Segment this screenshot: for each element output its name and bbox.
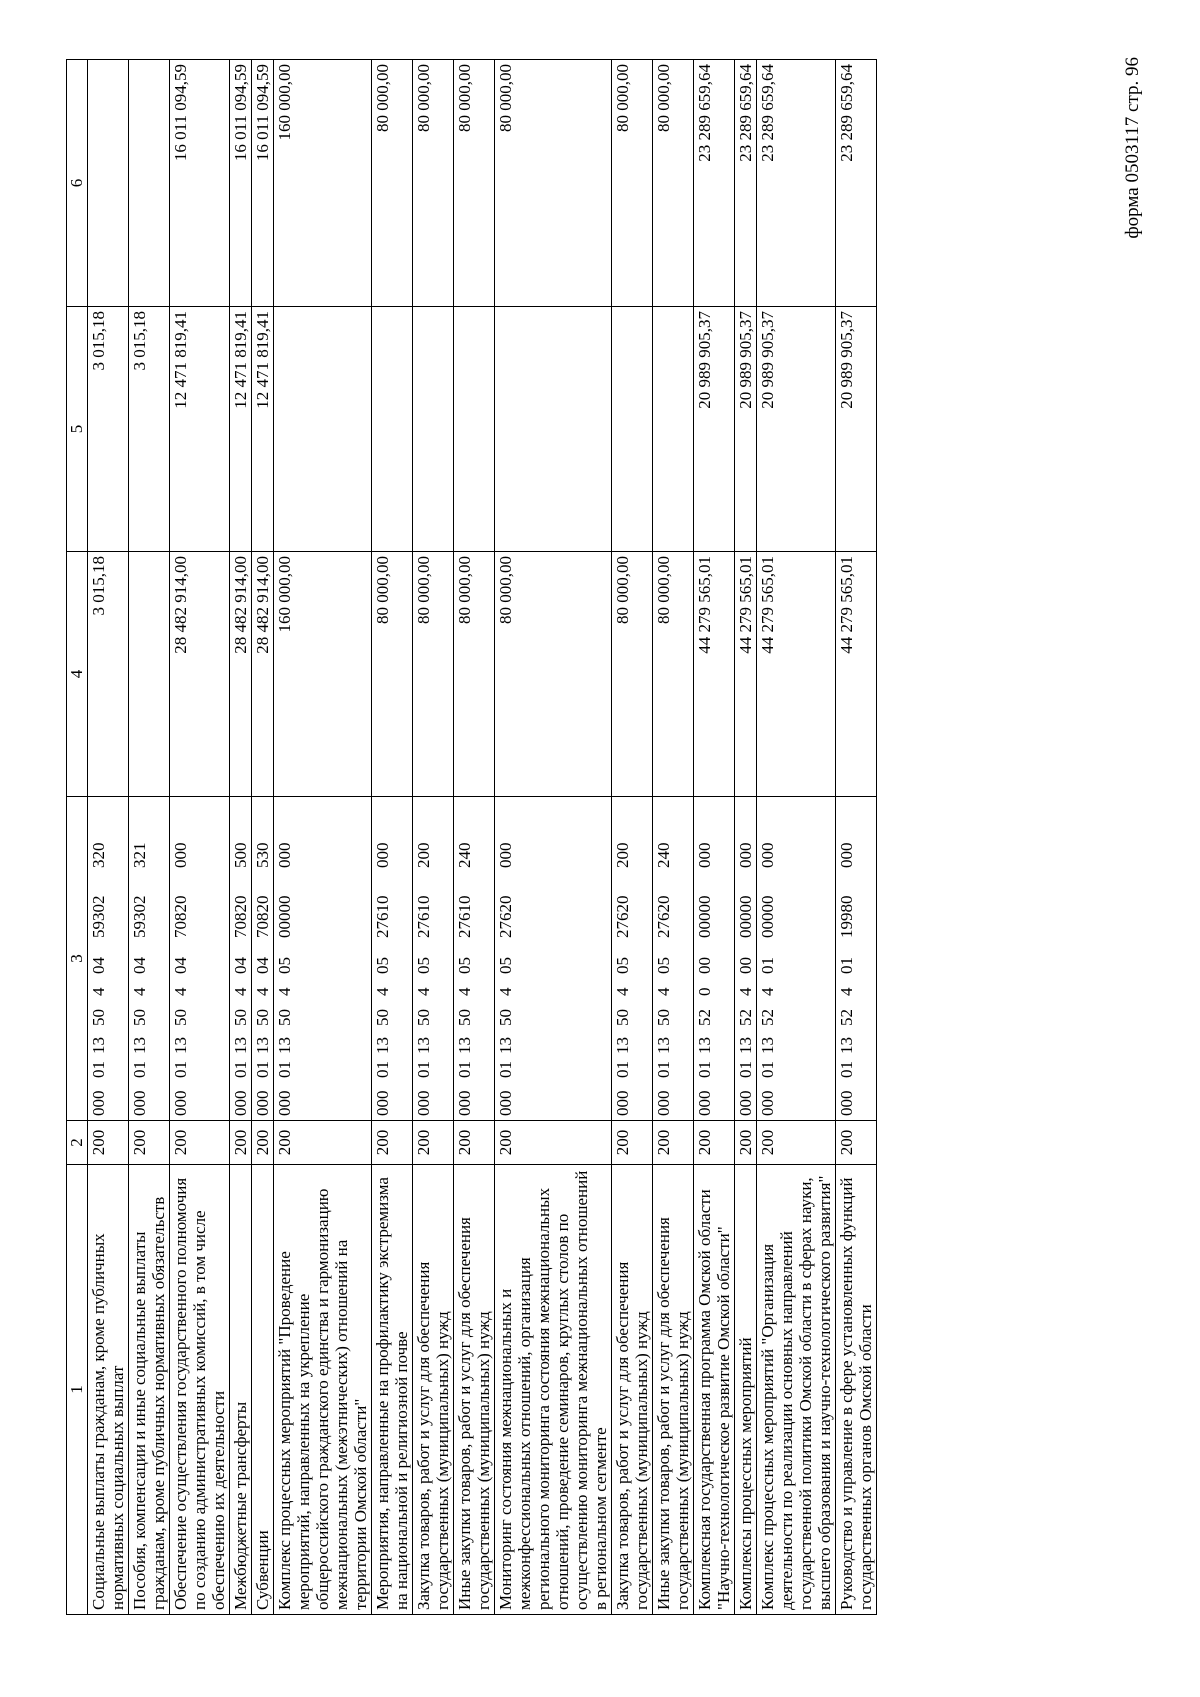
column-header-1: 1 (67, 1165, 88, 1615)
code-segment-sub: 04 (89, 957, 108, 974)
code-segment-admin: 000 (695, 1090, 714, 1116)
code-segment-program: 50 (613, 1009, 632, 1026)
code-segment-direction: 59302 (130, 895, 149, 938)
approved-amount-cell (129, 552, 170, 797)
budget-classification-code-cell (413, 797, 454, 1121)
code-segment-direction: 27610 (414, 895, 433, 938)
code-segment-subsection: 13 (613, 1037, 632, 1054)
code-segment-sub: 00 (695, 957, 714, 974)
code-segment-direction: 00000 (695, 895, 714, 938)
code-segment-type: 4 (231, 987, 250, 996)
line-code-cell: 200 (454, 1121, 495, 1165)
table-row (252, 60, 274, 1615)
code-segment-sub: 04 (171, 957, 190, 974)
line-code-cell: 200 (694, 1121, 735, 1165)
line-code-cell: 200 (612, 1121, 653, 1165)
classification-code (130, 801, 149, 1116)
line-code-cell: 200 (88, 1121, 129, 1165)
code-segment-expense-type: 000 (171, 842, 190, 868)
budget-classification-code-cell (612, 797, 653, 1121)
code-segment-program: 52 (837, 1009, 856, 1026)
line-code-cell: 200 (836, 1121, 877, 1165)
code-segment-expense-type: 000 (275, 842, 294, 868)
code-segment-type: 4 (414, 987, 433, 996)
classification-code (373, 801, 392, 1116)
code-segment-type: 4 (496, 987, 515, 996)
line-code-cell: 200 (653, 1121, 694, 1165)
column-header-3: 3 (67, 797, 88, 1121)
code-segment-admin: 000 (736, 1090, 755, 1116)
code-segment-admin: 000 (613, 1090, 632, 1116)
code-segment-type: 4 (130, 987, 149, 996)
line-code-cell: 200 (252, 1121, 274, 1165)
line-code-cell: 200 (274, 1121, 372, 1165)
approved-amount-cell: 80 000,00 (372, 552, 413, 797)
unexecuted-amount-cell: 23 289 659,64 (694, 60, 735, 307)
approved-amount-cell: 80 000,00 (612, 552, 653, 797)
classification-code (414, 801, 433, 1116)
code-segment-section: 01 (654, 1061, 673, 1078)
executed-amount-cell (653, 307, 694, 552)
table-row (735, 60, 757, 1615)
code-segment-admin: 000 (171, 1090, 190, 1116)
expense-name-cell: Социальные выплаты гражданам, кроме публичных нормативных социальных выплат (88, 1165, 129, 1615)
code-segment-section: 01 (89, 1061, 108, 1078)
approved-amount-cell: 28 482 914,00 (252, 552, 274, 797)
code-segment-subsection: 13 (758, 1037, 777, 1054)
unexecuted-amount-cell: 16 011 094,59 (170, 60, 230, 307)
code-segment-subsection: 13 (275, 1037, 294, 1054)
approved-amount-cell: 80 000,00 (495, 552, 612, 797)
code-segment-expense-type: 000 (736, 842, 755, 868)
code-segment-program: 50 (171, 1009, 190, 1026)
executed-amount-cell: 20 989 905,37 (694, 307, 735, 552)
code-segment-type: 4 (613, 987, 632, 996)
executed-amount-cell (413, 307, 454, 552)
code-segment-section: 01 (736, 1061, 755, 1078)
code-segment-expense-type: 000 (496, 842, 515, 868)
code-segment-direction: 00000 (275, 895, 294, 938)
expense-name-cell: Руководство и управление в сфере установленных функций государственных органов Омской области (836, 1165, 877, 1615)
unexecuted-amount-cell: 16 011 094,59 (252, 60, 274, 307)
code-segment-type: 4 (758, 987, 777, 996)
approved-amount-cell: 44 279 565,01 (735, 552, 757, 797)
code-segment-sub: 04 (231, 957, 250, 974)
code-segment-type: 4 (253, 987, 272, 996)
code-segment-program: 50 (275, 1009, 294, 1026)
code-segment-sub: 05 (414, 957, 433, 974)
budget-classification-code-cell (252, 797, 274, 1121)
code-segment-direction: 27610 (455, 895, 474, 938)
line-code-cell: 200 (170, 1121, 230, 1165)
code-segment-sub: 01 (758, 957, 777, 974)
code-segment-direction: 00000 (758, 895, 777, 938)
code-segment-expense-type: 500 (231, 842, 250, 868)
executed-amount-cell (274, 307, 372, 552)
code-segment-type: 4 (736, 987, 755, 996)
budget-classification-code-cell (653, 797, 694, 1121)
code-segment-program: 50 (89, 1009, 108, 1026)
budget-classification-code-cell (230, 797, 252, 1121)
code-segment-sub: 00 (736, 957, 755, 974)
code-segment-type: 4 (89, 987, 108, 996)
code-segment-sub: 04 (253, 957, 272, 974)
code-segment-expense-type: 240 (654, 842, 673, 868)
code-segment-direction: 27620 (654, 895, 673, 938)
code-segment-program: 50 (496, 1009, 515, 1026)
table-row (372, 60, 413, 1615)
code-segment-section: 01 (130, 1061, 149, 1078)
code-segment-type: 4 (455, 987, 474, 996)
code-segment-sub: 04 (130, 957, 149, 974)
code-segment-admin: 000 (414, 1090, 433, 1116)
approved-amount-cell: 44 279 565,01 (757, 552, 836, 797)
code-segment-program: 52 (695, 1009, 714, 1026)
budget-classification-code-cell (129, 797, 170, 1121)
code-segment-section: 01 (496, 1061, 515, 1078)
code-segment-admin: 000 (496, 1090, 515, 1116)
executed-amount-cell (454, 307, 495, 552)
budget-classification-code-cell (836, 797, 877, 1121)
code-segment-admin: 000 (837, 1090, 856, 1116)
approved-amount-cell: 80 000,00 (454, 552, 495, 797)
classification-code (275, 801, 294, 1116)
approved-amount-cell: 160 000,00 (274, 552, 372, 797)
column-header-4: 4 (67, 552, 88, 797)
table-row (274, 60, 372, 1615)
code-segment-sub: 05 (373, 957, 392, 974)
unexecuted-amount-cell: 80 000,00 (454, 60, 495, 307)
code-segment-expense-type: 000 (373, 842, 392, 868)
code-segment-program: 50 (414, 1009, 433, 1026)
column-header-6: 6 (67, 60, 88, 307)
code-segment-section: 01 (414, 1061, 433, 1078)
classification-code (736, 801, 755, 1116)
line-code-cell: 200 (757, 1121, 836, 1165)
code-segment-subsection: 13 (496, 1037, 515, 1054)
classification-code (89, 801, 108, 1116)
code-segment-expense-type: 320 (89, 842, 108, 868)
table-row (836, 60, 877, 1615)
code-segment-type: 4 (275, 987, 294, 996)
budget-classification-code-cell (735, 797, 757, 1121)
approved-amount-cell: 28 482 914,00 (230, 552, 252, 797)
code-segment-section: 01 (695, 1061, 714, 1078)
code-segment-program: 50 (231, 1009, 250, 1026)
unexecuted-amount-cell (88, 60, 129, 307)
approved-amount-cell: 80 000,00 (413, 552, 454, 797)
code-segment-subsection: 13 (736, 1037, 755, 1054)
code-segment-subsection: 13 (89, 1037, 108, 1054)
code-segment-sub: 01 (837, 957, 856, 974)
code-segment-admin: 000 (654, 1090, 673, 1116)
budget-execution-table (66, 59, 877, 1615)
line-code-cell: 200 (129, 1121, 170, 1165)
code-segment-section: 01 (275, 1061, 294, 1078)
code-segment-type: 0 (695, 987, 714, 996)
approved-amount-cell: 80 000,00 (653, 552, 694, 797)
expense-name-cell: Субвенции (252, 1165, 274, 1615)
code-segment-direction: 70820 (231, 895, 250, 938)
code-segment-type: 4 (171, 987, 190, 996)
unexecuted-amount-cell: 80 000,00 (372, 60, 413, 307)
line-code-cell: 200 (413, 1121, 454, 1165)
expense-name-cell: Комплексная государственная программа Омской области "Научно-технологическое развитие Омской области" (694, 1165, 735, 1615)
unexecuted-amount-cell: 160 000,00 (274, 60, 372, 307)
code-segment-section: 01 (613, 1061, 632, 1078)
code-segment-subsection: 13 (171, 1037, 190, 1054)
code-segment-admin: 000 (275, 1090, 294, 1116)
unexecuted-amount-cell: 23 289 659,64 (735, 60, 757, 307)
budget-classification-code-cell (454, 797, 495, 1121)
classification-code (654, 801, 673, 1116)
expense-name-cell: Мероприятия, направленные на профилактику экстремизма на национальной и религиозной почве (372, 1165, 413, 1615)
line-code-cell: 200 (495, 1121, 612, 1165)
classification-code (695, 801, 714, 1116)
line-code-cell: 200 (230, 1121, 252, 1165)
classification-code (613, 801, 632, 1116)
classification-code (496, 801, 515, 1116)
code-segment-direction: 27610 (373, 895, 392, 938)
expense-name-cell: Комплекс процессных мероприятий "Проведение мероприятий, направленных на укрепление общероссийского гражданского единства и гармонизацию межнациональных (межэтнических) отношений на территории Омской области" (274, 1165, 372, 1615)
code-segment-sub: 05 (275, 957, 294, 974)
code-segment-expense-type: 000 (695, 842, 714, 868)
budget-classification-code-cell (88, 797, 129, 1121)
code-segment-admin: 000 (373, 1090, 392, 1116)
table-row (88, 60, 129, 1615)
code-segment-section: 01 (455, 1061, 474, 1078)
expense-name-cell: Иные закупки товаров, работ и услуг для обеспечения государственных (муниципальных) нужд (454, 1165, 495, 1615)
code-segment-type: 4 (654, 987, 673, 996)
unexecuted-amount-cell: 80 000,00 (612, 60, 653, 307)
code-segment-subsection: 13 (414, 1037, 433, 1054)
code-segment-program: 50 (654, 1009, 673, 1026)
code-segment-sub: 05 (654, 957, 673, 974)
table-row (653, 60, 694, 1615)
code-segment-section: 01 (837, 1061, 856, 1078)
table-row (170, 60, 230, 1615)
budget-classification-code-cell (694, 797, 735, 1121)
code-segment-admin: 000 (130, 1090, 149, 1116)
code-segment-direction: 70820 (253, 895, 272, 938)
code-segment-direction: 19980 (837, 895, 856, 938)
budget-classification-code-cell (274, 797, 372, 1121)
code-segment-program: 52 (758, 1009, 777, 1026)
executed-amount-cell (372, 307, 413, 552)
expense-name-cell: Обеспечение осуществления государственного полномочия по созданию административных комиссий, в том числе обеспечению их деятельности (170, 1165, 230, 1615)
code-segment-subsection: 13 (231, 1037, 250, 1054)
code-segment-direction: 27620 (496, 895, 515, 938)
code-segment-program: 50 (373, 1009, 392, 1026)
classification-code (758, 801, 777, 1116)
code-segment-section: 01 (253, 1061, 272, 1078)
code-segment-direction: 27620 (613, 895, 632, 938)
code-segment-admin: 000 (455, 1090, 474, 1116)
code-segment-admin: 000 (758, 1090, 777, 1116)
code-segment-sub: 05 (613, 957, 632, 974)
code-segment-section: 01 (231, 1061, 250, 1078)
approved-amount-cell: 28 482 914,00 (170, 552, 230, 797)
executed-amount-cell: 12 471 819,41 (170, 307, 230, 552)
code-segment-sub: 05 (496, 957, 515, 974)
table-row (612, 60, 653, 1615)
code-segment-expense-type: 240 (455, 842, 474, 868)
executed-amount-cell: 12 471 819,41 (252, 307, 274, 552)
unexecuted-amount-cell: 16 011 094,59 (230, 60, 252, 307)
table-row (129, 60, 170, 1615)
approved-amount-cell: 44 279 565,01 (836, 552, 877, 797)
unexecuted-amount-cell: 80 000,00 (413, 60, 454, 307)
code-segment-subsection: 13 (253, 1037, 272, 1054)
line-code-cell: 200 (735, 1121, 757, 1165)
column-header-5: 5 (67, 307, 88, 552)
code-segment-subsection: 13 (130, 1037, 149, 1054)
code-segment-subsection: 13 (455, 1037, 474, 1054)
code-segment-program: 50 (130, 1009, 149, 1026)
executed-amount-cell: 12 471 819,41 (230, 307, 252, 552)
code-segment-direction: 59302 (89, 895, 108, 938)
code-segment-expense-type: 200 (414, 842, 433, 868)
unexecuted-amount-cell (129, 60, 170, 307)
table-row (454, 60, 495, 1615)
code-segment-admin: 000 (253, 1090, 272, 1116)
code-segment-sub: 05 (455, 957, 474, 974)
expense-name-cell: Комплексы процессных мероприятий (735, 1165, 757, 1615)
budget-classification-code-cell (372, 797, 413, 1121)
unexecuted-amount-cell: 23 289 659,64 (757, 60, 836, 307)
executed-amount-cell: 3 015,18 (129, 307, 170, 552)
unexecuted-amount-cell: 23 289 659,64 (836, 60, 877, 307)
executed-amount-cell (495, 307, 612, 552)
classification-code (837, 801, 856, 1116)
code-segment-expense-type: 321 (130, 842, 149, 868)
executed-amount-cell: 20 989 905,37 (836, 307, 877, 552)
classification-code (231, 801, 250, 1116)
code-segment-program: 50 (253, 1009, 272, 1026)
expense-name-cell: Иные закупки товаров, работ и услуг для обеспечения государственных (муниципальных) нужд (653, 1165, 694, 1615)
code-segment-subsection: 13 (654, 1037, 673, 1054)
code-segment-expense-type: 000 (837, 842, 856, 868)
unexecuted-amount-cell: 80 000,00 (495, 60, 612, 307)
table-row (230, 60, 252, 1615)
expense-name-cell: Пособия, компенсации и иные социальные выплаты гражданам, кроме публичных нормативных обязательств (129, 1165, 170, 1615)
code-segment-type: 4 (373, 987, 392, 996)
code-segment-admin: 000 (89, 1090, 108, 1116)
form-code-label: форма 0503117 стр. 96 (1122, 57, 1143, 239)
code-segment-admin: 000 (231, 1090, 250, 1116)
table-row (694, 60, 735, 1615)
table-row (757, 60, 836, 1615)
expense-name-cell: Закупка товаров, работ и услуг для обеспечения государственных (муниципальных) нужд (413, 1165, 454, 1615)
executed-amount-cell: 3 015,18 (88, 307, 129, 552)
classification-code (171, 801, 190, 1116)
approved-amount-cell: 3 015,18 (88, 552, 129, 797)
code-segment-subsection: 13 (373, 1037, 392, 1054)
budget-classification-code-cell (495, 797, 612, 1121)
expense-name-cell: Комплекс процессных мероприятий "Организация деятельности по реализации основных направлений государственной политики Омской области в сферах науки, высшего образования и научно-технологического развития" (757, 1165, 836, 1615)
code-segment-section: 01 (758, 1061, 777, 1078)
column-number-header-row (67, 60, 88, 1615)
line-code-cell: 200 (372, 1121, 413, 1165)
budget-classification-code-cell (170, 797, 230, 1121)
table-row (495, 60, 612, 1615)
code-segment-expense-type: 530 (253, 842, 272, 868)
code-segment-direction: 00000 (736, 895, 755, 938)
approved-amount-cell: 44 279 565,01 (694, 552, 735, 797)
code-segment-subsection: 13 (837, 1037, 856, 1054)
expense-name-cell: Межбюджетные трансферты (230, 1165, 252, 1615)
expense-name-cell: Закупка товаров, работ и услуг для обеспечения государственных (муниципальных) нужд (612, 1165, 653, 1615)
unexecuted-amount-cell: 80 000,00 (653, 60, 694, 307)
executed-amount-cell: 20 989 905,37 (757, 307, 836, 552)
code-segment-subsection: 13 (695, 1037, 714, 1054)
classification-code (253, 801, 272, 1116)
code-segment-expense-type: 000 (758, 842, 777, 868)
code-segment-section: 01 (171, 1061, 190, 1078)
code-segment-type: 4 (837, 987, 856, 996)
code-segment-direction: 70820 (171, 895, 190, 938)
classification-code (455, 801, 474, 1116)
code-segment-section: 01 (373, 1061, 392, 1078)
executed-amount-cell: 20 989 905,37 (735, 307, 757, 552)
column-header-2: 2 (67, 1121, 88, 1165)
executed-amount-cell (612, 307, 653, 552)
expense-name-cell: Мониторинг состояния межнациональных и межконфессиональных отношений, организация регионального мониторинга состояния межнациональных отношений, проведение семинаров, круглых столов по осуществлению мониторинга межнациональных отношений в региональном сегменте (495, 1165, 612, 1615)
code-segment-program: 50 (455, 1009, 474, 1026)
table-body (67, 60, 877, 1615)
table-row (413, 60, 454, 1615)
code-segment-expense-type: 200 (613, 842, 632, 868)
budget-classification-code-cell (757, 797, 836, 1121)
code-segment-program: 52 (736, 1009, 755, 1026)
